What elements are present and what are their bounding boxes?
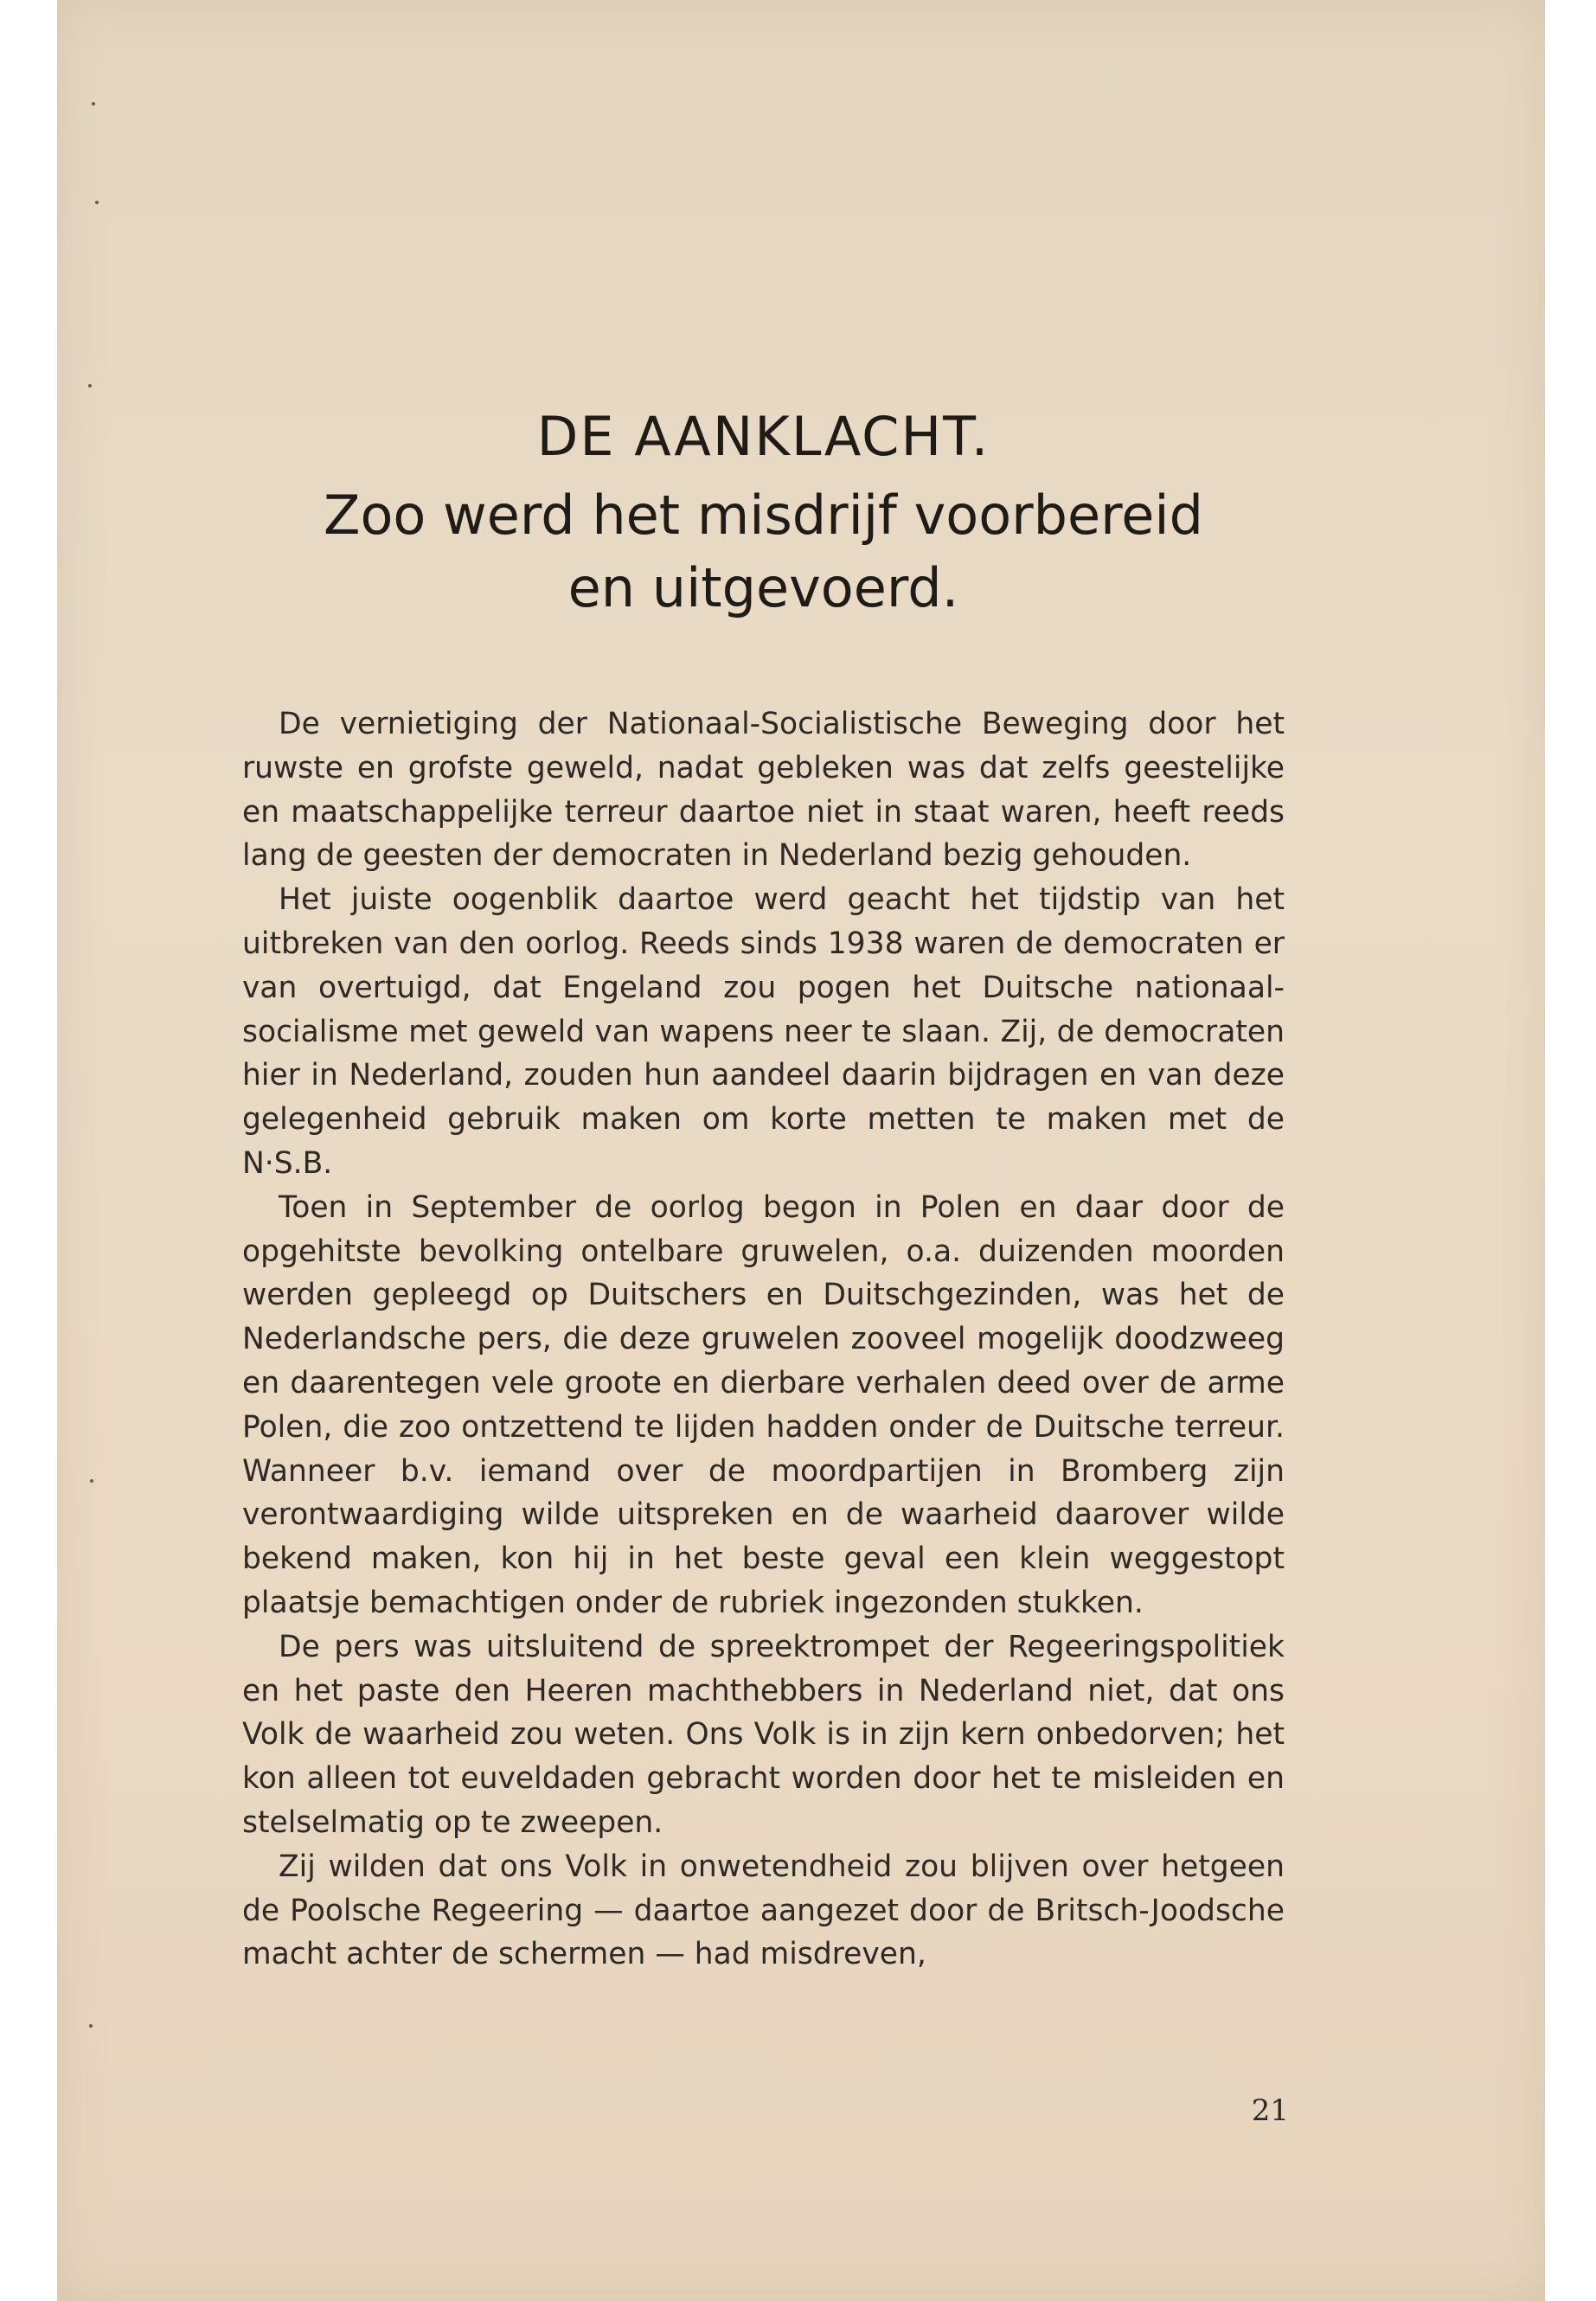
paragraph: Het juiste oogenblik daartoe werd geacht het tijdstip van het uitbreken van den oorlog. Reeds sinds 1938 waren de democraten er van overtuigd, dat Engeland zou pogen het Duitsche nationaal-socialisme met geweld van wapens neer te slaan. Zij, de democraten hier in Nederland, zouden hun aandeel daarin bijdragen en van deze gelegenheid gebruik maken om korte metten te maken met de N·S.B.: [242, 882, 1285, 1181]
scan-speck: [92, 102, 95, 106]
paragraph: Toen in September de oorlog begon in Polen en daar door de opgehitste bevolking ontelbare gruwelen, o.a. duizenden moorden werden gepleegd op Duitschers en Duitschgezinden, was het de Nederlandsche pers, die deze gruwelen zooveel mogelijk doodzweeg en daarentegen vele groote en dierbare verhalen deed over de arme Polen, die zoo ontzettend te lijden hadden onder de Duitsche terreur. Wanneer b.v. iemand over de moordpartijen in Bromberg zijn verontwaardiging wilde uitspreken en de waarheid daarover wilde bekend maken, kon hij in het beste geval een klein weggestopt plaatsje bemachtigen onder de rubriek ingezonden stukken.: [242, 1189, 1285, 1620]
page-number: 21: [1251, 2093, 1289, 2128]
paragraph: De pers was uitsluitend de spreektrompet der Regeeringspolitiek en het paste den Heeren machthebbers in Nederland niet, dat ons Volk de waarheid zou weten. Ons Volk is in zijn kern onbedorven; het kon alleen tot euveldaden gebracht worden door het te misleiden en stelselmatig op te zweepen.: [242, 1629, 1285, 1840]
paragraph: De vernietiging der Nationaal-Socialistische Beweging door het ruwste en grofste geweld, nadat gebleken was dat zelfs geestelijke en maatschappelijke terreur daartoe niet in staat waren, heeft reeds lang de geesten der democraten in Nederland bezig gehouden.: [242, 707, 1285, 874]
subtitle-line-2: en uitgevoerd.: [567, 556, 959, 619]
scan-margin: [1545, 0, 1596, 2301]
scan-speck: [88, 384, 92, 388]
paragraph: Zij wilden dat ons Volk in onwetendheid zou blijven over hetgeen de Poolsche Regeering — daartoe aangezet door de Britsch-Joodsche macht achter de schermen — had misdreven,: [242, 1849, 1285, 1972]
page-title: DE AANKLACHT.: [536, 405, 990, 468]
body-text: [242, 702, 1285, 1977]
document-page: [242, 407, 1285, 1977]
scan-speck: [95, 201, 99, 204]
subtitle-line-1: Zoo werd het misdrijf voorbereid: [324, 484, 1203, 547]
scan-speck: [90, 1479, 93, 1483]
page-subtitle: [242, 479, 1285, 625]
scan-speck: [89, 2024, 93, 2028]
